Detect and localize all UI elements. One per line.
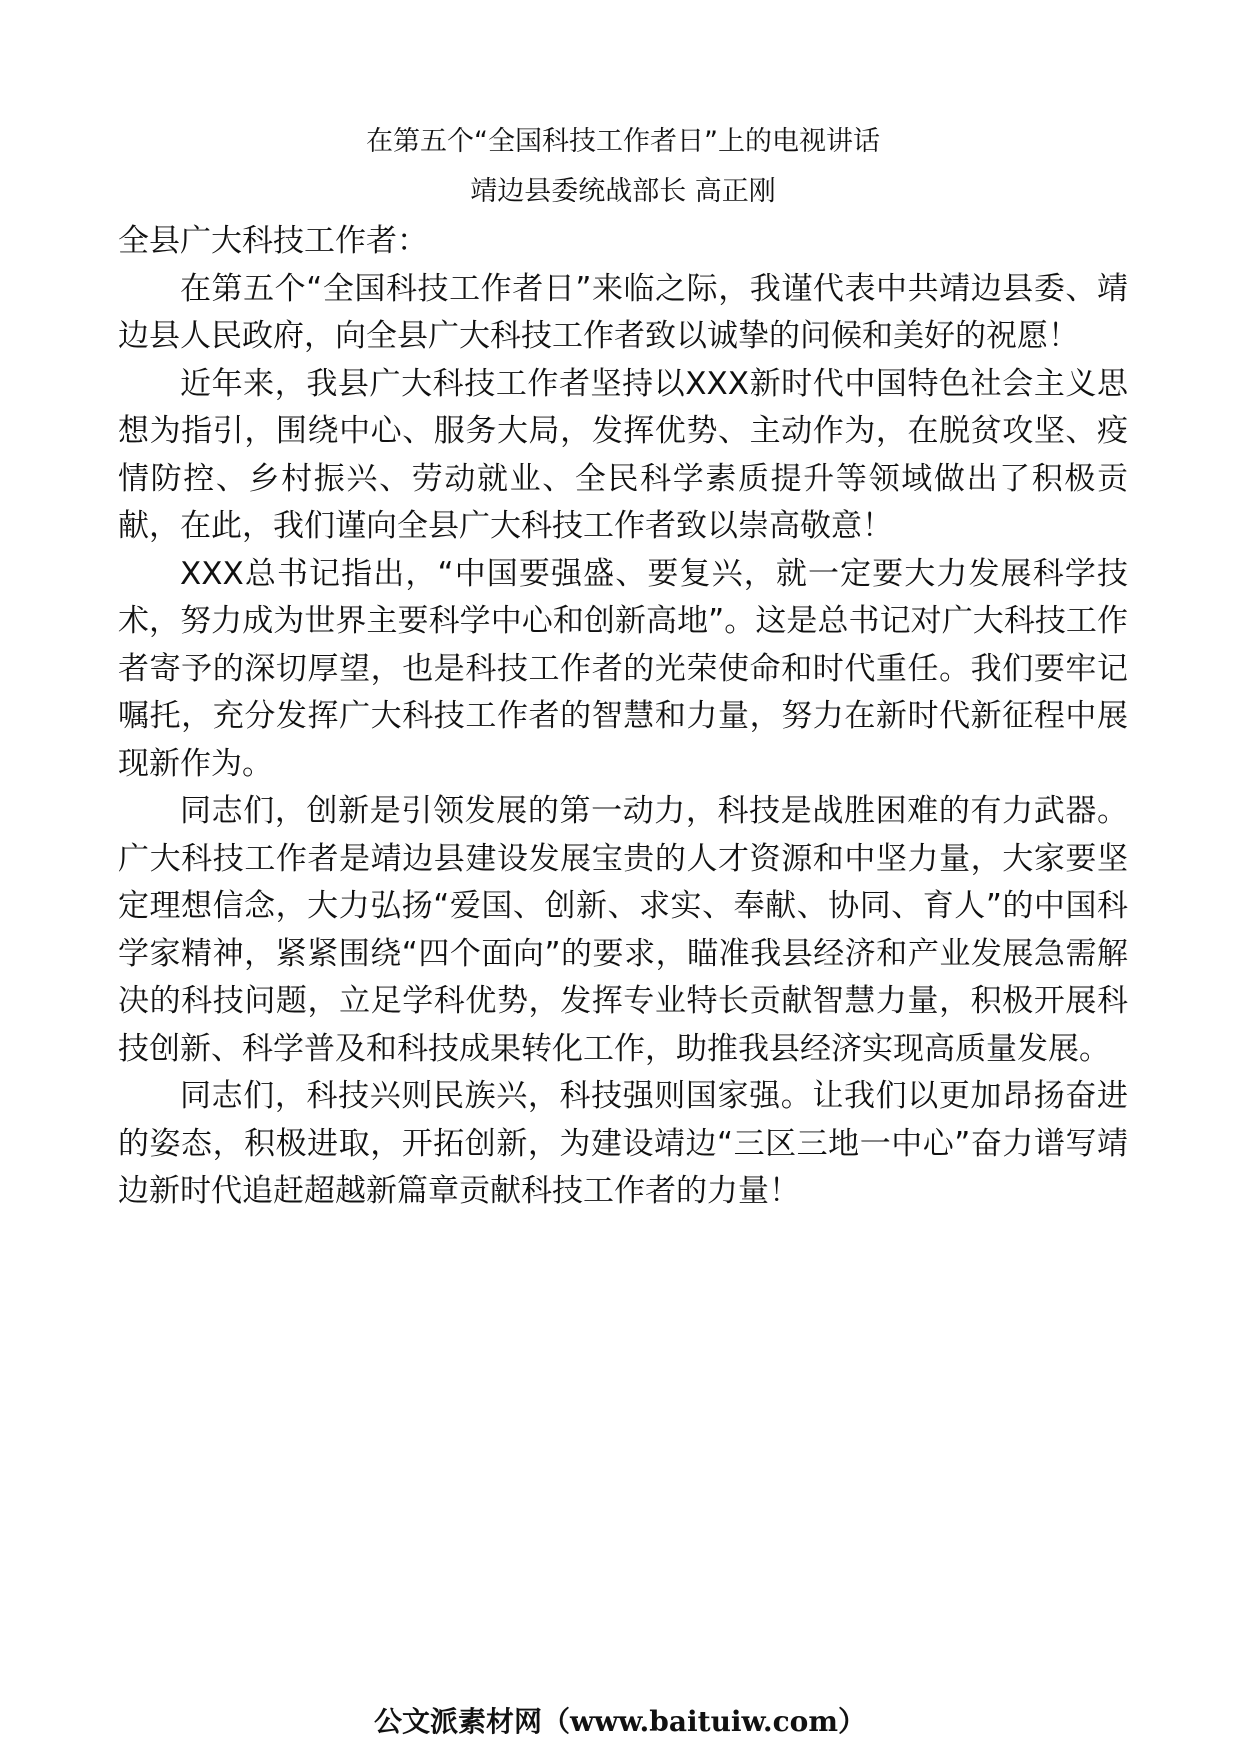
paragraph: 同志们，创新是引领发展的第一动力，科技是战胜困难的有力武器。广大科技工作者是靖边县建设发展宝贵的人才资源和中坚力量，大家要坚定理想信念，大力弘扬“爱国、创新、求实、奉献、协同、育人”的中国科学家精神，紧紧围绕“四个面向”的要求，瞄准我县经济和产业发展急需解决的科技问题，立足学科优势，发挥专业特长贡献智慧力量，积极开展科技创新、科学普及和科技成果转化工作，助推我县经济实现高质量发展。 (118, 793, 1128, 1067)
paragraph: 近年来，我县广大科技工作者坚持以XXX新时代中国特色社会主义思想为指引，围绕中心、服务大局，发挥优势、主动作为，在脱贫攻坚、疫情防控、乡村振兴、劳动就业、全民科学素质提升等领域做出了积极贡献，在此，我们谨向全县广大科技工作者致以崇高敬意！ (118, 365, 1128, 544)
paragraph: XXX总书记指出，“中国要强盛、要复兴，就一定要大力发展科学技术，努力成为世界主要科学中心和创新高地”。这是总书记对广大科技工作者寄予的深切厚望，也是科技工作者的光荣使命和时代重任。我们要牢记嘱托，充分发挥广大科技工作者的智慧和力量，努力在新时代新征程中展现新作为。 (118, 555, 1128, 782)
document-title: 在第五个“全国科技工作者日”上的电视讲话 (366, 126, 880, 157)
document-byline: 靖边县委统战部长 高正刚 (470, 176, 776, 207)
paragraph: 在第五个“全国科技工作者日”来临之际，我谨代表中共靖边县委、靖边县人民政府，向全县广大科技工作者致以诚挚的问候和美好的祝愿！ (118, 270, 1128, 354)
footer-watermark: 公文派素材网（www.baituiw.com） (374, 1705, 866, 1738)
document-body (118, 218, 1128, 1216)
salutation: 全县广大科技工作者： (118, 223, 428, 259)
paragraph: 同志们，科技兴则民族兴，科技强则国家强。让我们以更加昂扬奋进的姿态，积极进取，开拓创新，为建设靖边“三区三地一中心”奋力谱写靖边新时代追赶超越新篇章贡献科技工作者的力量！ (118, 1078, 1128, 1209)
document-page (118, 0, 1128, 1754)
